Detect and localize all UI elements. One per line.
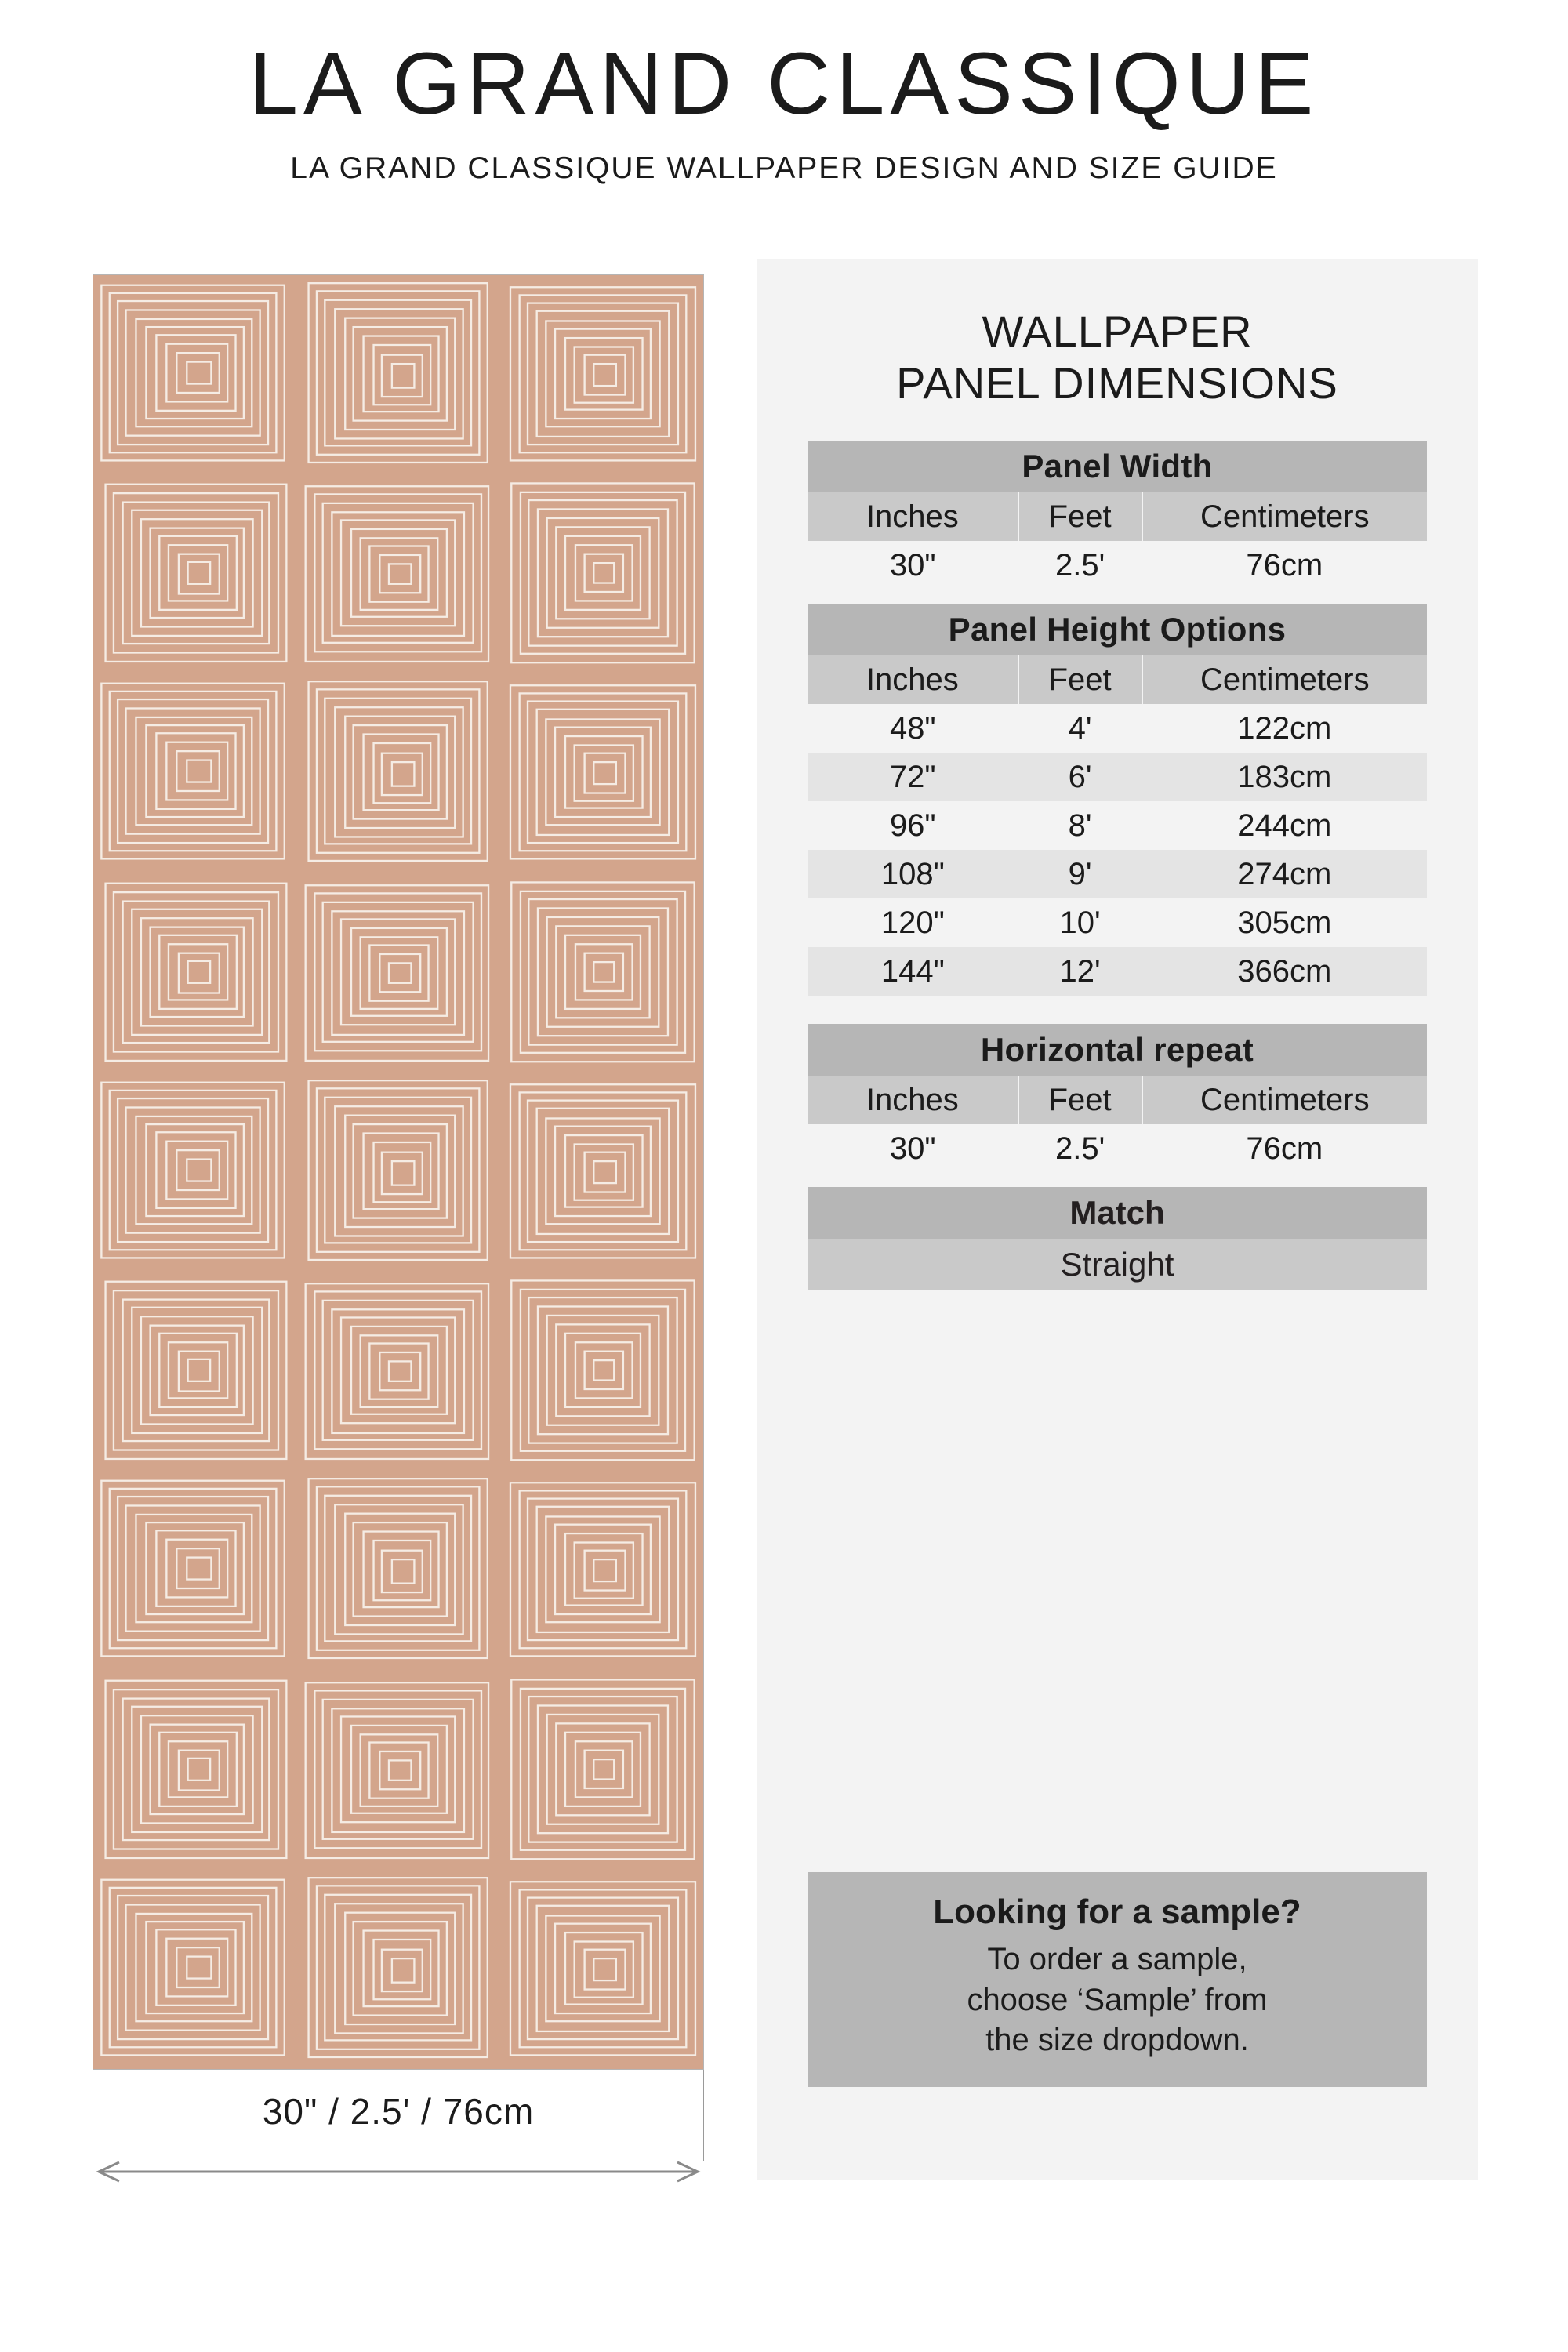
pattern-tile	[296, 474, 499, 673]
horizontal-repeat-title: Horizontal repeat	[808, 1024, 1427, 1076]
pattern-tile	[296, 1272, 499, 1471]
header	[0, 0, 1568, 186]
pattern-tile	[93, 1870, 296, 2069]
match-value: Straight	[808, 1239, 1427, 1290]
panel-heading-line2: PANEL DIMENSIONS	[896, 358, 1338, 408]
pattern-tile	[93, 1471, 296, 1670]
pattern-tile	[296, 1471, 499, 1670]
cell-centimeters: 305cm	[1237, 906, 1332, 941]
panel-width-title: Panel Width	[808, 441, 1427, 492]
table-header-row	[808, 655, 1427, 704]
column-header-centimeters: Centimeters	[1142, 492, 1427, 541]
horizontal-repeat-table	[808, 1024, 1427, 1173]
pattern-tile	[500, 1671, 703, 1870]
cell-feet: 2.5'	[1054, 1131, 1105, 1167]
pattern-tile	[93, 474, 296, 673]
pattern-tile	[93, 673, 296, 873]
wallpaper-swatch-section	[93, 274, 704, 2192]
column-header-centimeters: Centimeters	[1142, 655, 1427, 704]
cell-inches: 30"	[889, 548, 936, 583]
cell-inches: 30"	[889, 1131, 936, 1167]
cell-feet: 2.5'	[1054, 548, 1105, 583]
cell-centimeters: 122cm	[1237, 711, 1332, 746]
pattern-tile	[500, 1471, 703, 1670]
pattern-tile	[296, 275, 499, 474]
content-area	[0, 259, 1568, 2352]
cell-inches: 120"	[880, 906, 945, 941]
table-row	[808, 801, 1427, 850]
pattern-tile	[296, 1073, 499, 1272]
panel-heading	[757, 306, 1478, 409]
sample-callout-line2: choose ‘Sample’ from	[967, 1982, 1268, 2017]
column-header-feet: Feet	[1018, 655, 1142, 704]
pattern-tile	[500, 1073, 703, 1272]
panel-height-title: Panel Height Options	[808, 604, 1427, 655]
pattern-tile	[500, 673, 703, 873]
table-row	[808, 850, 1427, 898]
table-header-row	[808, 1076, 1427, 1124]
pattern-tile	[93, 873, 296, 1073]
wallpaper-swatch-image	[93, 274, 704, 2070]
cell-inches: 108"	[808, 850, 1018, 898]
pattern-tile	[93, 1272, 296, 1471]
cell-feet: 8'	[1068, 808, 1092, 844]
table-header-row	[808, 492, 1427, 541]
table-row	[808, 947, 1427, 996]
pattern-tile	[500, 1272, 703, 1471]
pattern-tile	[500, 474, 703, 673]
cell-feet: 4'	[1068, 711, 1092, 746]
cell-centimeters: 366cm	[1142, 947, 1427, 996]
column-header-feet: Feet	[1018, 492, 1142, 541]
cell-centimeters: 274cm	[1142, 850, 1427, 898]
page-subtitle: LA GRAND CLASSIQUE WALLPAPER DESIGN AND SIZE GUIDE	[290, 151, 1278, 185]
match-title: Match	[808, 1187, 1427, 1239]
cell-inches: 144"	[808, 947, 1018, 996]
table-row	[808, 753, 1427, 801]
cell-feet: 6'	[1018, 753, 1142, 801]
column-header-inches: Inches	[808, 655, 1018, 704]
swatch-width-label: 30" / 2.5' / 76cm	[262, 2091, 535, 2132]
column-header-inches: Inches	[808, 492, 1018, 541]
cell-inches: 96"	[889, 808, 936, 844]
cell-centimeters: 76cm	[1246, 548, 1323, 583]
table-row	[808, 1124, 1427, 1173]
pattern-tile	[500, 873, 703, 1073]
pattern-tile	[93, 1671, 296, 1870]
pattern-tile	[93, 275, 296, 474]
pattern-tile	[500, 1870, 703, 2069]
cell-centimeters: 183cm	[1142, 753, 1427, 801]
pattern-tile	[93, 1073, 296, 1272]
cell-centimeters: 244cm	[1237, 808, 1332, 844]
pattern-tile	[296, 1671, 499, 1870]
pattern-tile	[500, 275, 703, 474]
pattern-tile	[296, 873, 499, 1073]
panel-height-table	[808, 604, 1427, 996]
table-row	[808, 541, 1427, 590]
pattern-tile	[296, 1870, 499, 2069]
panel-dimensions-card	[757, 259, 1478, 2180]
cell-feet: 10'	[1059, 906, 1101, 941]
panel-width-table	[808, 441, 1427, 590]
table-row	[808, 898, 1427, 947]
pattern-tile-grid	[93, 275, 703, 2069]
sample-callout-line3: the size dropdown.	[985, 2022, 1249, 2057]
cell-feet: 9'	[1018, 850, 1142, 898]
cell-inches: 72"	[808, 753, 1018, 801]
swatch-width-callout	[93, 2070, 704, 2161]
match-table	[808, 1187, 1427, 1290]
column-header-centimeters: Centimeters	[1142, 1076, 1427, 1124]
panel-heading-line1: WALLPAPER	[982, 307, 1253, 356]
pattern-tile	[296, 673, 499, 873]
column-header-feet: Feet	[1018, 1076, 1142, 1124]
cell-centimeters: 76cm	[1246, 1131, 1323, 1167]
sample-callout-title: Looking for a sample?	[933, 1893, 1301, 1932]
cell-inches: 48"	[889, 711, 936, 746]
page-title: LA GRAND CLASSIQUE	[249, 34, 1319, 132]
width-dimension-arrow	[93, 2161, 704, 2192]
sample-callout	[808, 1872, 1427, 2087]
column-header-inches: Inches	[808, 1076, 1018, 1124]
table-row	[808, 704, 1427, 753]
cell-feet: 12'	[1018, 947, 1142, 996]
sample-callout-line1: To order a sample,	[987, 1942, 1247, 1977]
